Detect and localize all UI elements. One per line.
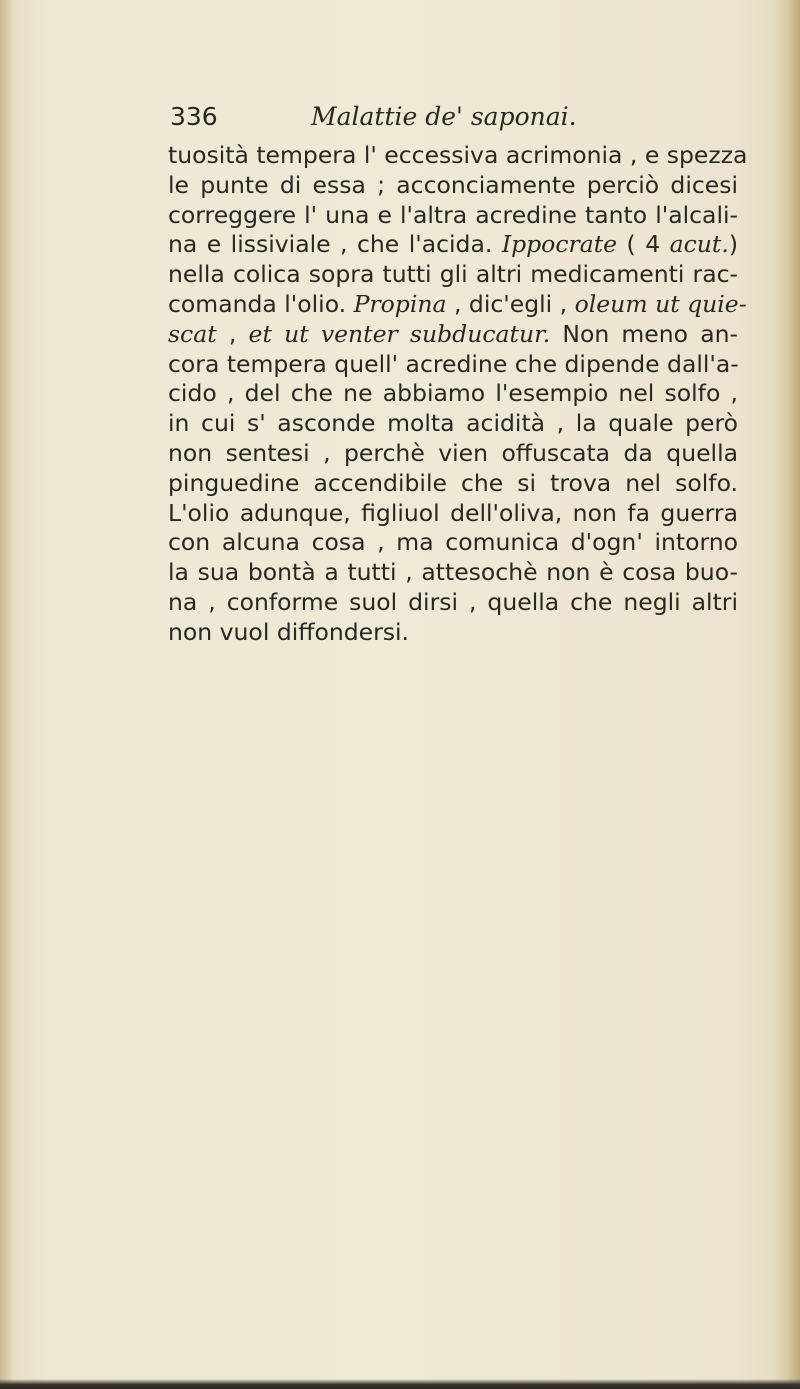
text-segment: ( 4 — [617, 230, 670, 259]
text-segment: L'olio adunque, figliuol dell'oliva, non fa guerra — [168, 498, 738, 527]
text-segment: non vuol diffondersi. — [168, 617, 410, 646]
text-line — [168, 469, 738, 499]
italic-text: oleum ut quie- — [574, 289, 747, 318]
text-line — [168, 439, 738, 469]
page-header — [170, 100, 590, 134]
text-line — [168, 320, 738, 350]
text-segment: ) — [728, 230, 739, 259]
italic-text: et ut venter subducatur. — [248, 319, 551, 348]
text-segment: tuosità tempera l' eccessiva acrimonia , e spezza — [168, 141, 748, 169]
text-line — [168, 528, 738, 558]
text-line — [168, 409, 738, 439]
text-segment: la sua bontà a tutti , attesochè non è cosa buo- — [168, 558, 738, 587]
text-segment: na , conforme suol dirsi , quella che negli altri — [168, 587, 738, 616]
text-line — [168, 350, 738, 380]
text-line — [168, 260, 738, 290]
text-segment: comanda l'olio. — [168, 289, 354, 318]
text-line — [168, 289, 747, 320]
text-line — [168, 201, 738, 231]
italic-text: scat — [168, 319, 217, 348]
text-line — [168, 171, 738, 201]
text-segment: con alcuna cosa , ma comunica d'ogn' intorno — [168, 528, 738, 557]
text-segment: le punte di essa ; acconciamente perciò dicesi — [168, 170, 738, 199]
text-line — [168, 618, 738, 648]
text-line — [168, 141, 748, 171]
text-segment: nella colica sopra tutti gli altri medicamenti rac- — [168, 260, 738, 289]
page-edge-shadow — [774, 0, 800, 1389]
text-segment: in cui s' asconde molta acidità , la quale però — [168, 409, 738, 438]
text-segment: non sentesi , perchè vien offuscata da quella — [168, 438, 738, 467]
text-segment: cido , del che ne abbiamo l'esempio nel solfo , — [168, 379, 738, 408]
text-segment: , — [216, 319, 249, 348]
text-line — [168, 230, 738, 260]
text-segment: , dic'egli , — [446, 289, 575, 318]
bottom-edge — [0, 1379, 800, 1389]
page-number: 336 — [170, 102, 218, 131]
text-segment: correggere l' una e l'altra acredine tanto l'alcali- — [168, 200, 738, 229]
running-title: Malattie de' saponai. — [311, 102, 577, 131]
text-line — [168, 588, 738, 618]
page-gutter-shadow — [0, 0, 14, 1389]
text-line — [168, 379, 738, 409]
text-segment: cora tempera quell' acredine che dipende dall'a- — [168, 349, 739, 378]
text-line — [168, 558, 738, 588]
italic-text: Propina — [353, 289, 447, 318]
italic-text: Ippocrate — [501, 230, 618, 259]
italic-text: acut. — [669, 230, 729, 259]
body-text — [168, 141, 748, 648]
text-segment: Non meno an- — [550, 319, 738, 348]
text-segment: na e lissiviale , che l'acida. — [168, 230, 502, 259]
text-line — [168, 499, 738, 529]
text-segment: pinguedine accendibile che si trova nel solfo. — [168, 468, 738, 497]
